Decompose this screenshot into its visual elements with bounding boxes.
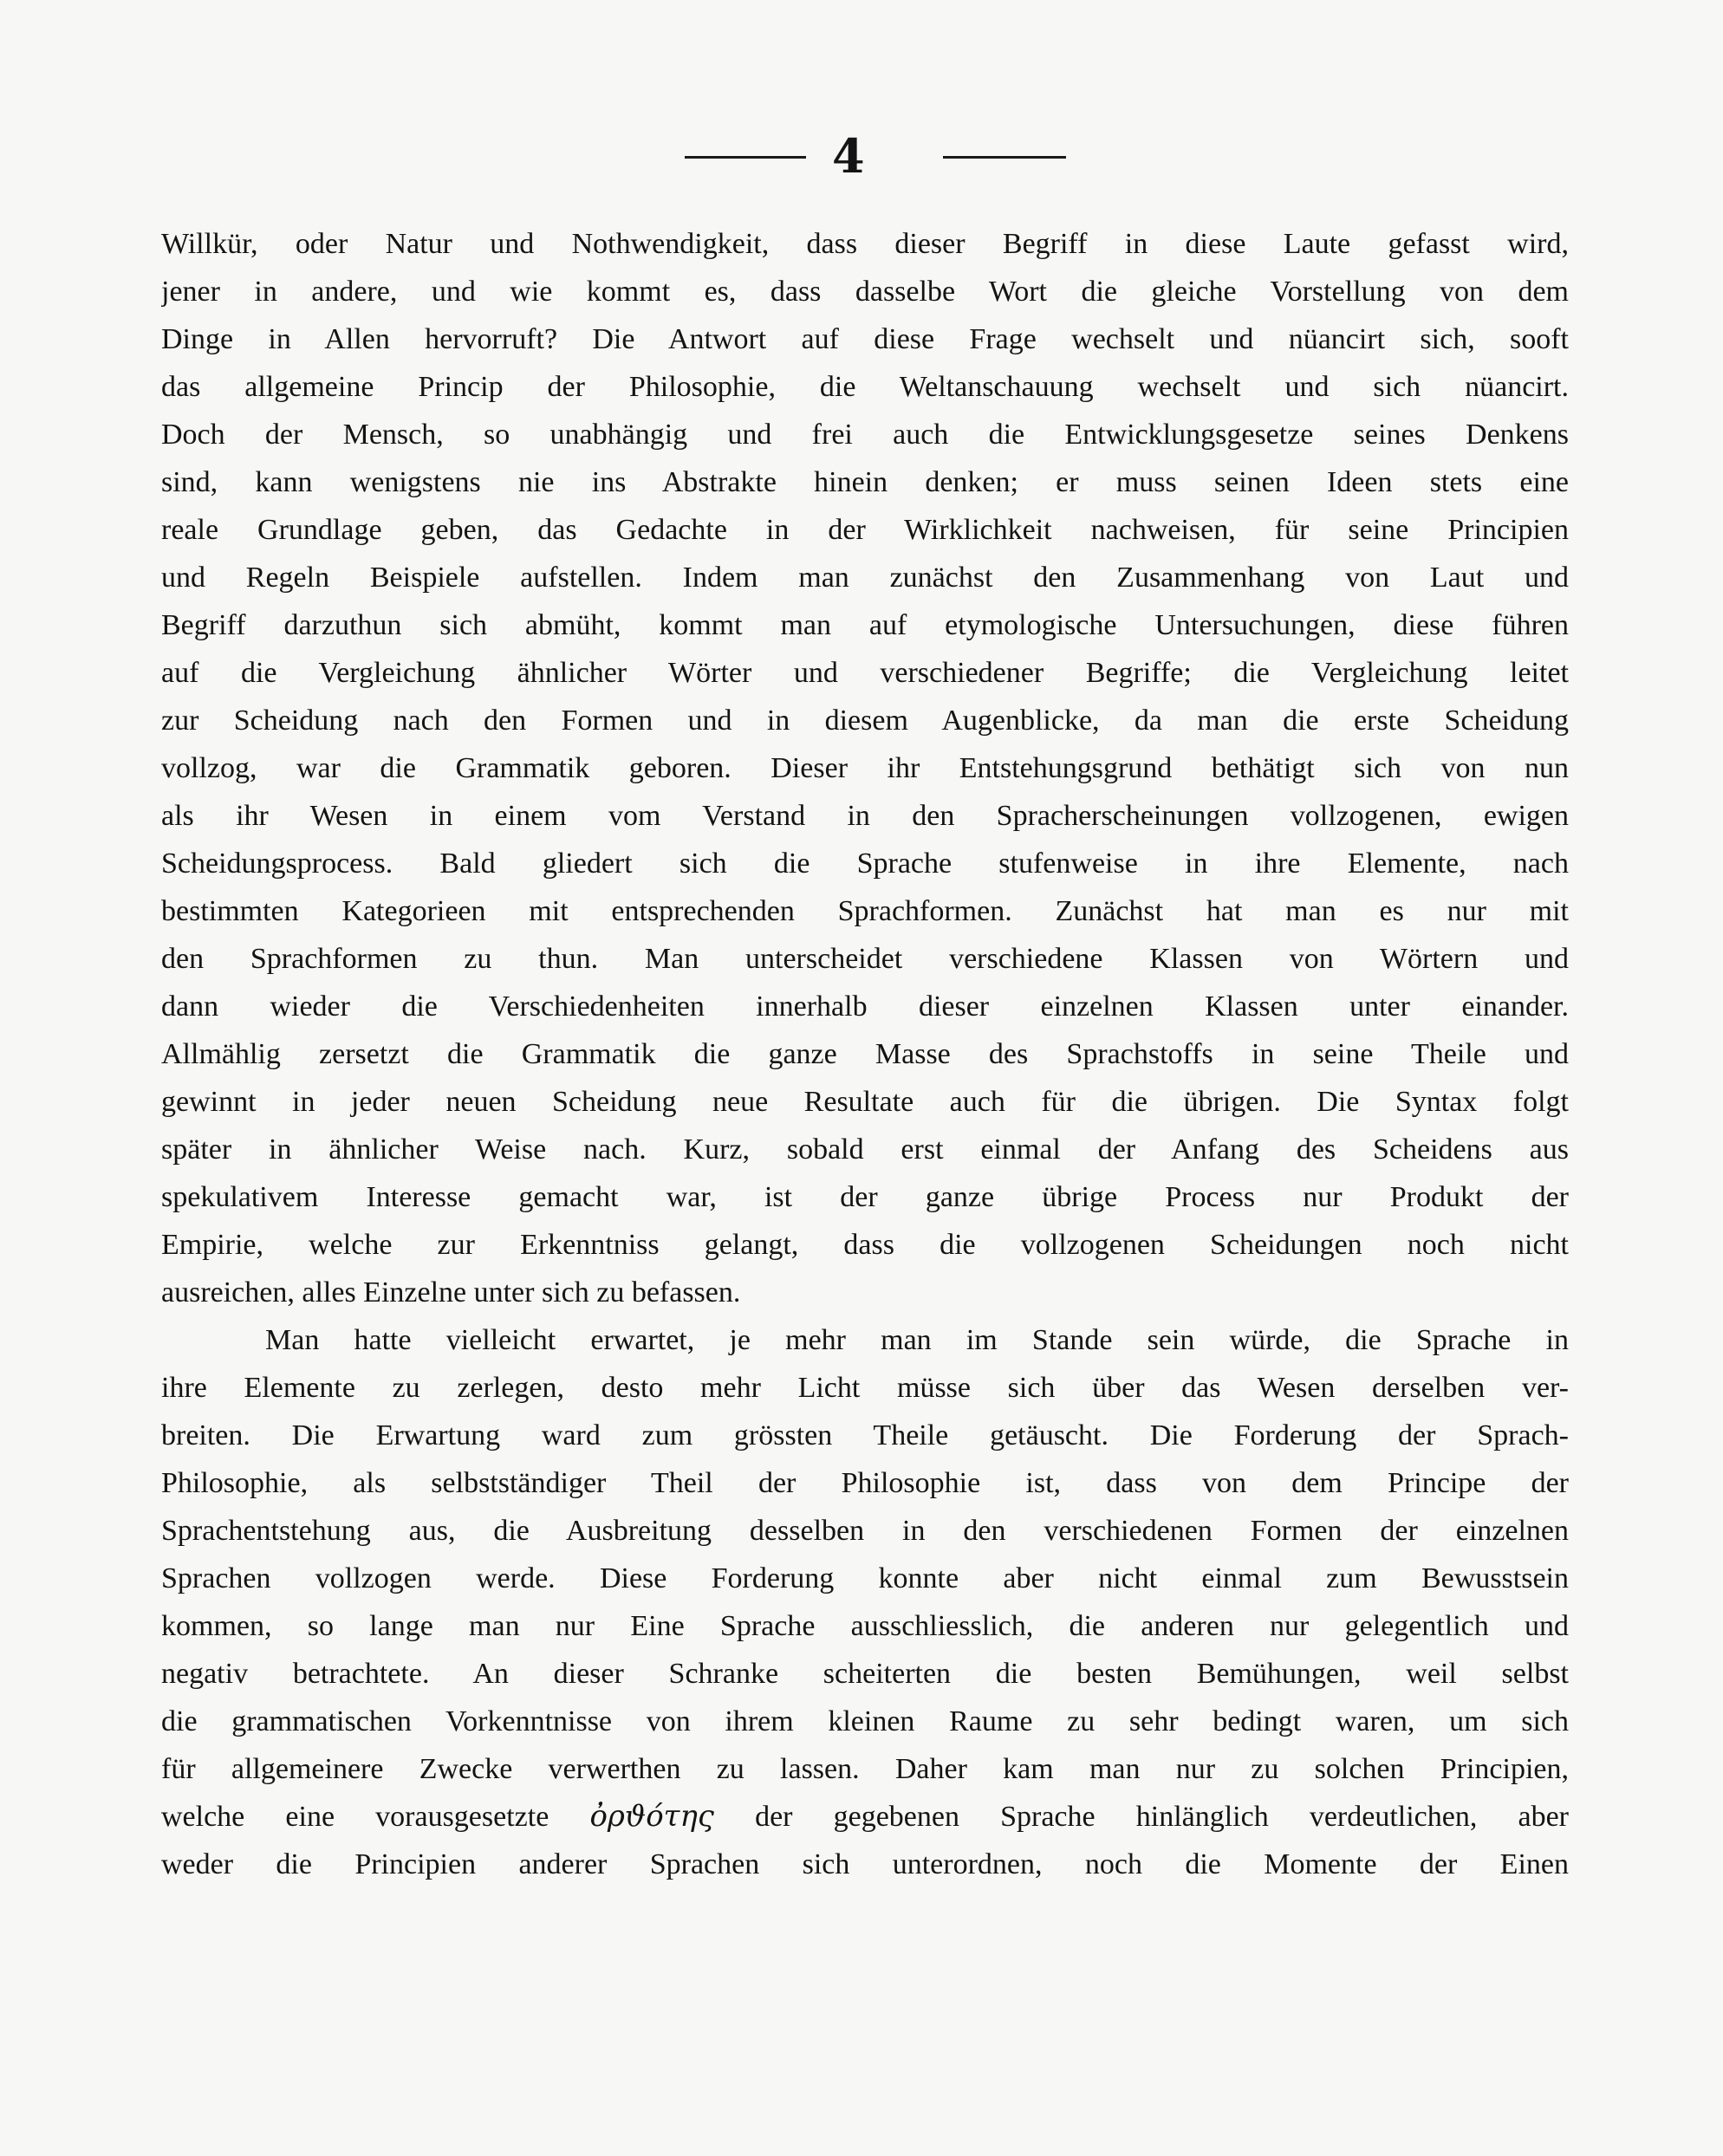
text-line: und Regeln Beispiele aufstellen. Indem man zunächst den Zusammenhang von Laut und <box>161 562 1569 594</box>
text-line: auf die Vergleichung ähnlicher Wörter und verschiedener Begriffe; die Vergleichung leitet <box>161 657 1569 689</box>
text-line: vollzog, war die Grammatik geboren. Dieser ihr Entstehungsgrund bethätigt sich von nun <box>161 752 1569 784</box>
text-line: Allmählig zersetzt die Grammatik die ganze Masse des Sprachstoffs in seine Theile und <box>161 1038 1569 1070</box>
text-line: später in ähnlicher Weise nach. Kurz, sobald erst einmal der Anfang des Scheidens aus <box>161 1133 1569 1166</box>
text-line: Sprachen vollzogen werde. Diese Forderung konnte aber nicht einmal zum Bewusstsein <box>161 1562 1569 1594</box>
text-line: als ihr Wesen in einem vom Verstand in den Spracherscheinungen vollzogenen, ewigen <box>161 800 1569 832</box>
text-line: jener in andere, und wie kommt es, dass dasselbe Wort die gleiche Vorstellung von dem <box>161 276 1569 308</box>
text-line: Begriff darzuthun sich abmüht, kommt man auf etymologische Untersuchungen, diese führen <box>161 609 1569 641</box>
text-line: Doch der Mensch, so unabhängig und frei auch die Entwicklungsgesetze seines Denkens <box>161 419 1569 451</box>
greek-word: ὀρϑότης <box>589 1799 714 1834</box>
text-line: Empirie, welche zur Erkenntniss gelangt, dass die vollzogenen Scheidungen noch nicht <box>161 1229 1569 1261</box>
paragraph-2 <box>161 1316 1569 1888</box>
text-fragment: welche eine vorausgesetzte <box>161 1801 549 1833</box>
text-line: bestimmten Kategorieen mit entsprechenden Sprachformen. Zunächst hat man es nur mit <box>161 895 1569 927</box>
text-line: ihre Elemente zu zerlegen, desto mehr Licht müsse sich über das Wesen derselben ver- <box>161 1372 1569 1404</box>
body-text <box>161 220 1569 1888</box>
text-line: sind, kann wenigstens nie ins Abstrakte hinein denken; er muss seinen Ideen stets eine <box>161 466 1569 498</box>
text-line: spekulativem Interesse gemacht war, ist der ganze übrige Process nur Produkt der <box>161 1181 1569 1213</box>
text-line: Philosophie, als selbstständiger Theil der Philosophie ist, dass von dem Principe der <box>161 1467 1569 1499</box>
text-line: den Sprachformen zu thun. Man unterscheidet verschiedene Klassen von Wörtern und <box>161 943 1569 975</box>
text-line: Willkür, oder Natur und Nothwendigkeit, dass dieser Begriff in diese Laute gefasst wird, <box>161 228 1569 260</box>
text-line: negativ betrachtete. An dieser Schranke scheiterten die besten Bemühungen, weil selbst <box>161 1658 1569 1690</box>
text-line: zur Scheidung nach den Formen und in diesem Augenblicke, da man die erste Scheidung <box>161 705 1569 737</box>
text-line: kommen, so lange man nur Eine Sprache ausschliesslich, die anderen nur gelegentlich und <box>161 1610 1569 1642</box>
text-line: das allgemeine Princip der Philosophie, die Weltanschauung wechselt und sich nüancirt. <box>161 371 1569 403</box>
header-rule-left <box>685 156 806 159</box>
text-line: ausreichen, alles Einzelne unter sich zu befassen. <box>161 1276 741 1309</box>
text-fragment: der gegebenen Sprache hinlänglich verdeutlichen, aber <box>755 1801 1569 1833</box>
text-line: Sprachentstehung aus, die Ausbreitung desselben in den verschiedenen Formen der einzelnen <box>161 1515 1569 1547</box>
text-line-greek <box>161 1793 1569 1841</box>
text-line: breiten. Die Erwartung ward zum grössten Theile getäuscht. Die Forderung der Sprach- <box>161 1419 1569 1451</box>
text-line: gewinnt in jeder neuen Scheidung neue Resultate auch für die übrigen. Die Syntax folgt <box>161 1086 1569 1118</box>
page-header <box>0 130 1723 182</box>
text-line: dann wieder die Verschiedenheiten innerhalb dieser einzelnen Klassen unter einander. <box>161 990 1569 1023</box>
text-line: reale Grundlage geben, das Gedachte in der Wirklichkeit nachweisen, für seine Principien <box>161 514 1569 546</box>
text-line: weder die Principien anderer Sprachen sich unterordnen, noch die Momente der Einen <box>161 1848 1569 1880</box>
text-line: Man hatte vielleicht erwartet, je mehr man im Stande sein würde, die Sprache in <box>265 1324 1569 1356</box>
text-line: Scheidungsprocess. Bald gliedert sich die Sprache stufenweise in ihre Elemente, nach <box>161 847 1569 880</box>
text-line: für allgemeinere Zwecke verwerthen zu lassen. Daher kam man nur zu solchen Principien, <box>161 1753 1569 1785</box>
header-rule-right <box>943 156 1066 159</box>
paragraph-1 <box>161 220 1569 1316</box>
page-number: 4 <box>832 128 865 184</box>
text-line: die grammatischen Vorkenntnisse von ihrem kleinen Raume zu sehr bedingt waren, um sich <box>161 1705 1569 1737</box>
text-line: Dinge in Allen hervorruft? Die Antwort auf diese Frage wechselt und nüancirt sich, sooft <box>161 323 1569 355</box>
